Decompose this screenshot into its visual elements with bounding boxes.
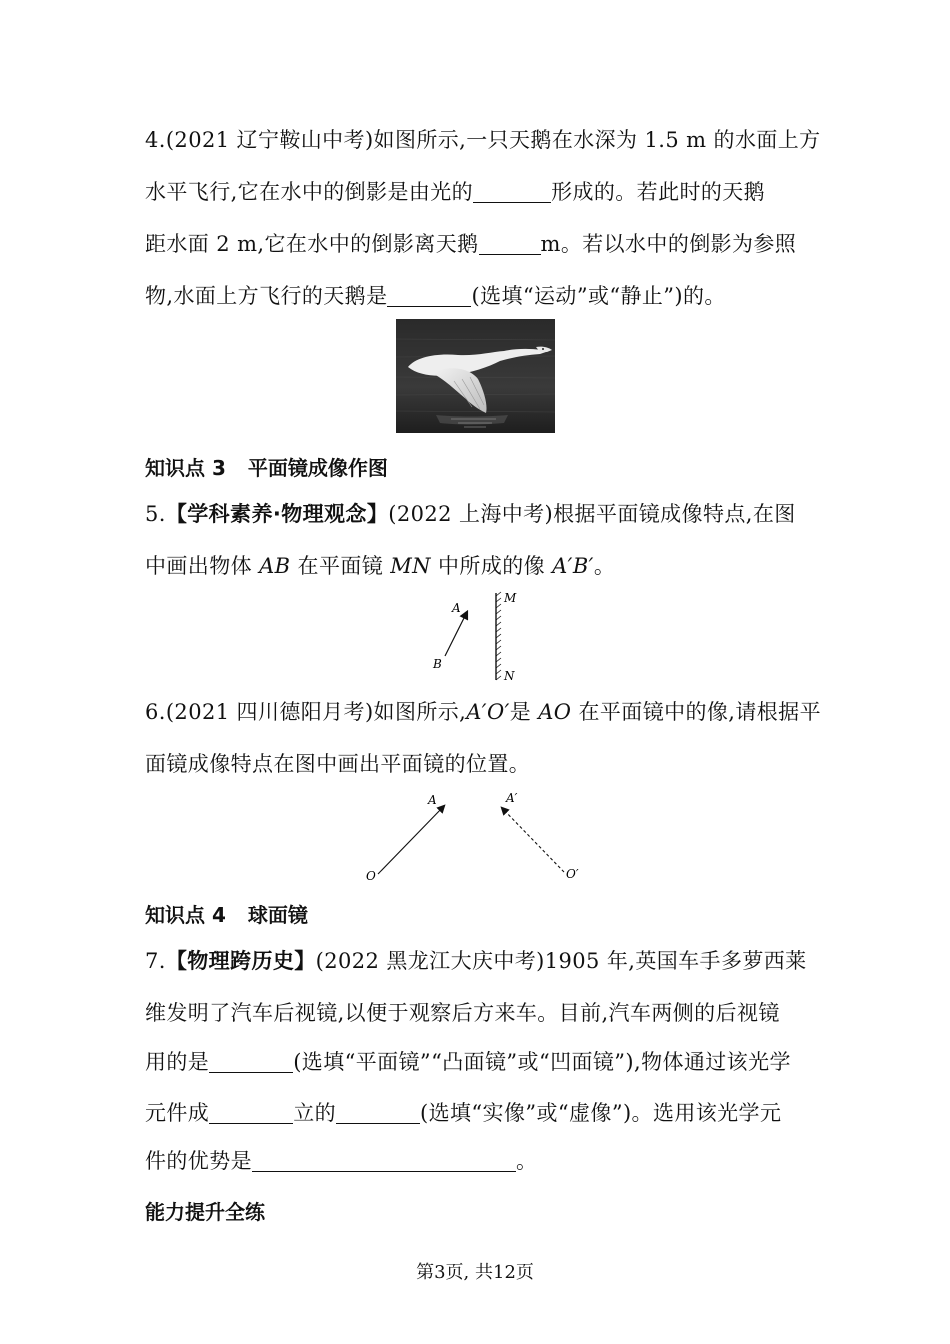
label-n: N [504, 669, 515, 683]
q7-line-3: 用的是 (选填“平面镜”“凸面镜”或“凹面镜”),物体通过该光学 [145, 1050, 791, 1074]
q7-blank-4[interactable] [252, 1149, 516, 1172]
q5-line-2: 中画出物体 AB 在平面镜 MN 中所成的像 A′B′。 [145, 554, 616, 578]
label-a-prime: A′ [506, 791, 518, 805]
swan-photo [396, 319, 555, 433]
q4-blank-2[interactable] [479, 232, 541, 255]
q6-line-1: 6.(2021 四川德阳月考)如图所示,A′O′是 AO 在平面镜中的像,请根据平 [145, 700, 821, 724]
mirror-position-figure[interactable] [360, 786, 590, 886]
label-m: M [504, 591, 517, 605]
q4-line-2: 水平飞行,它在水中的倒影是由光的 形成的。若此时的天鹅 [145, 180, 766, 204]
q4-line-3: 距水面 2 m,它在水中的倒影离天鹅 m。若以水中的倒影为参照 [145, 232, 797, 256]
mirror-figure-ab-mn[interactable] [425, 588, 525, 684]
knowledge-point-3-heading: 知识点 3 平面镜成像作图 [145, 456, 388, 480]
q7-blank-2[interactable] [209, 1101, 293, 1124]
knowledge-point-4-heading: 知识点 4 球面镜 [145, 903, 308, 927]
q6-line-2: 面镜成像特点在图中画出平面镜的位置。 [145, 752, 531, 776]
q7-tag: 【物理跨历史】 [165, 949, 316, 973]
page-footer: 第3页, 共12页 [416, 1262, 534, 1283]
q7-blank-3[interactable] [336, 1101, 420, 1124]
object-ab-arrow [445, 612, 467, 656]
ray-a2o2-dashed [502, 808, 564, 872]
q7-line-5: 件的优势是 。 [145, 1149, 538, 1173]
q7-line-4: 元件成 立的 (选填“实像”或“虚像”)。选用该光学元 [145, 1101, 782, 1125]
section-heading: 能力提升全练 [145, 1200, 265, 1224]
q5-line-1: 5.【学科素养·物理观念】(2022 上海中考)根据平面镜成像特点,在图 [145, 502, 796, 526]
ray-ao [378, 806, 444, 874]
mirror-hatching [496, 592, 501, 680]
label-o: O [366, 869, 376, 883]
q4-line-1: 4.(2021 辽宁鞍山中考)如图所示,一只天鹅在水深为 1.5 m 的水面上方 [145, 128, 821, 152]
label-o-prime: O′ [566, 867, 579, 881]
q4-blank-1[interactable] [473, 180, 551, 203]
q4-blank-3[interactable] [387, 284, 471, 307]
label-a: A [452, 601, 461, 615]
q7-line-2: 维发明了汽车后视镜,以便于观察后方来车。目前,汽车两侧的后视镜 [145, 1001, 780, 1025]
label-a: A [428, 793, 437, 807]
q5-tag: 【学科素养·物理观念】 [165, 502, 389, 526]
q7-line-1: 7.【物理跨历史】(2022 黑龙江大庆中考)1905 年,英国车手多萝西莱 [145, 949, 807, 973]
q4-line-4: 物,水面上方飞行的天鹅是 (选填“运动”或“静止”)的。 [145, 284, 726, 308]
label-b: B [433, 657, 442, 671]
q7-blank-1[interactable] [209, 1050, 293, 1073]
